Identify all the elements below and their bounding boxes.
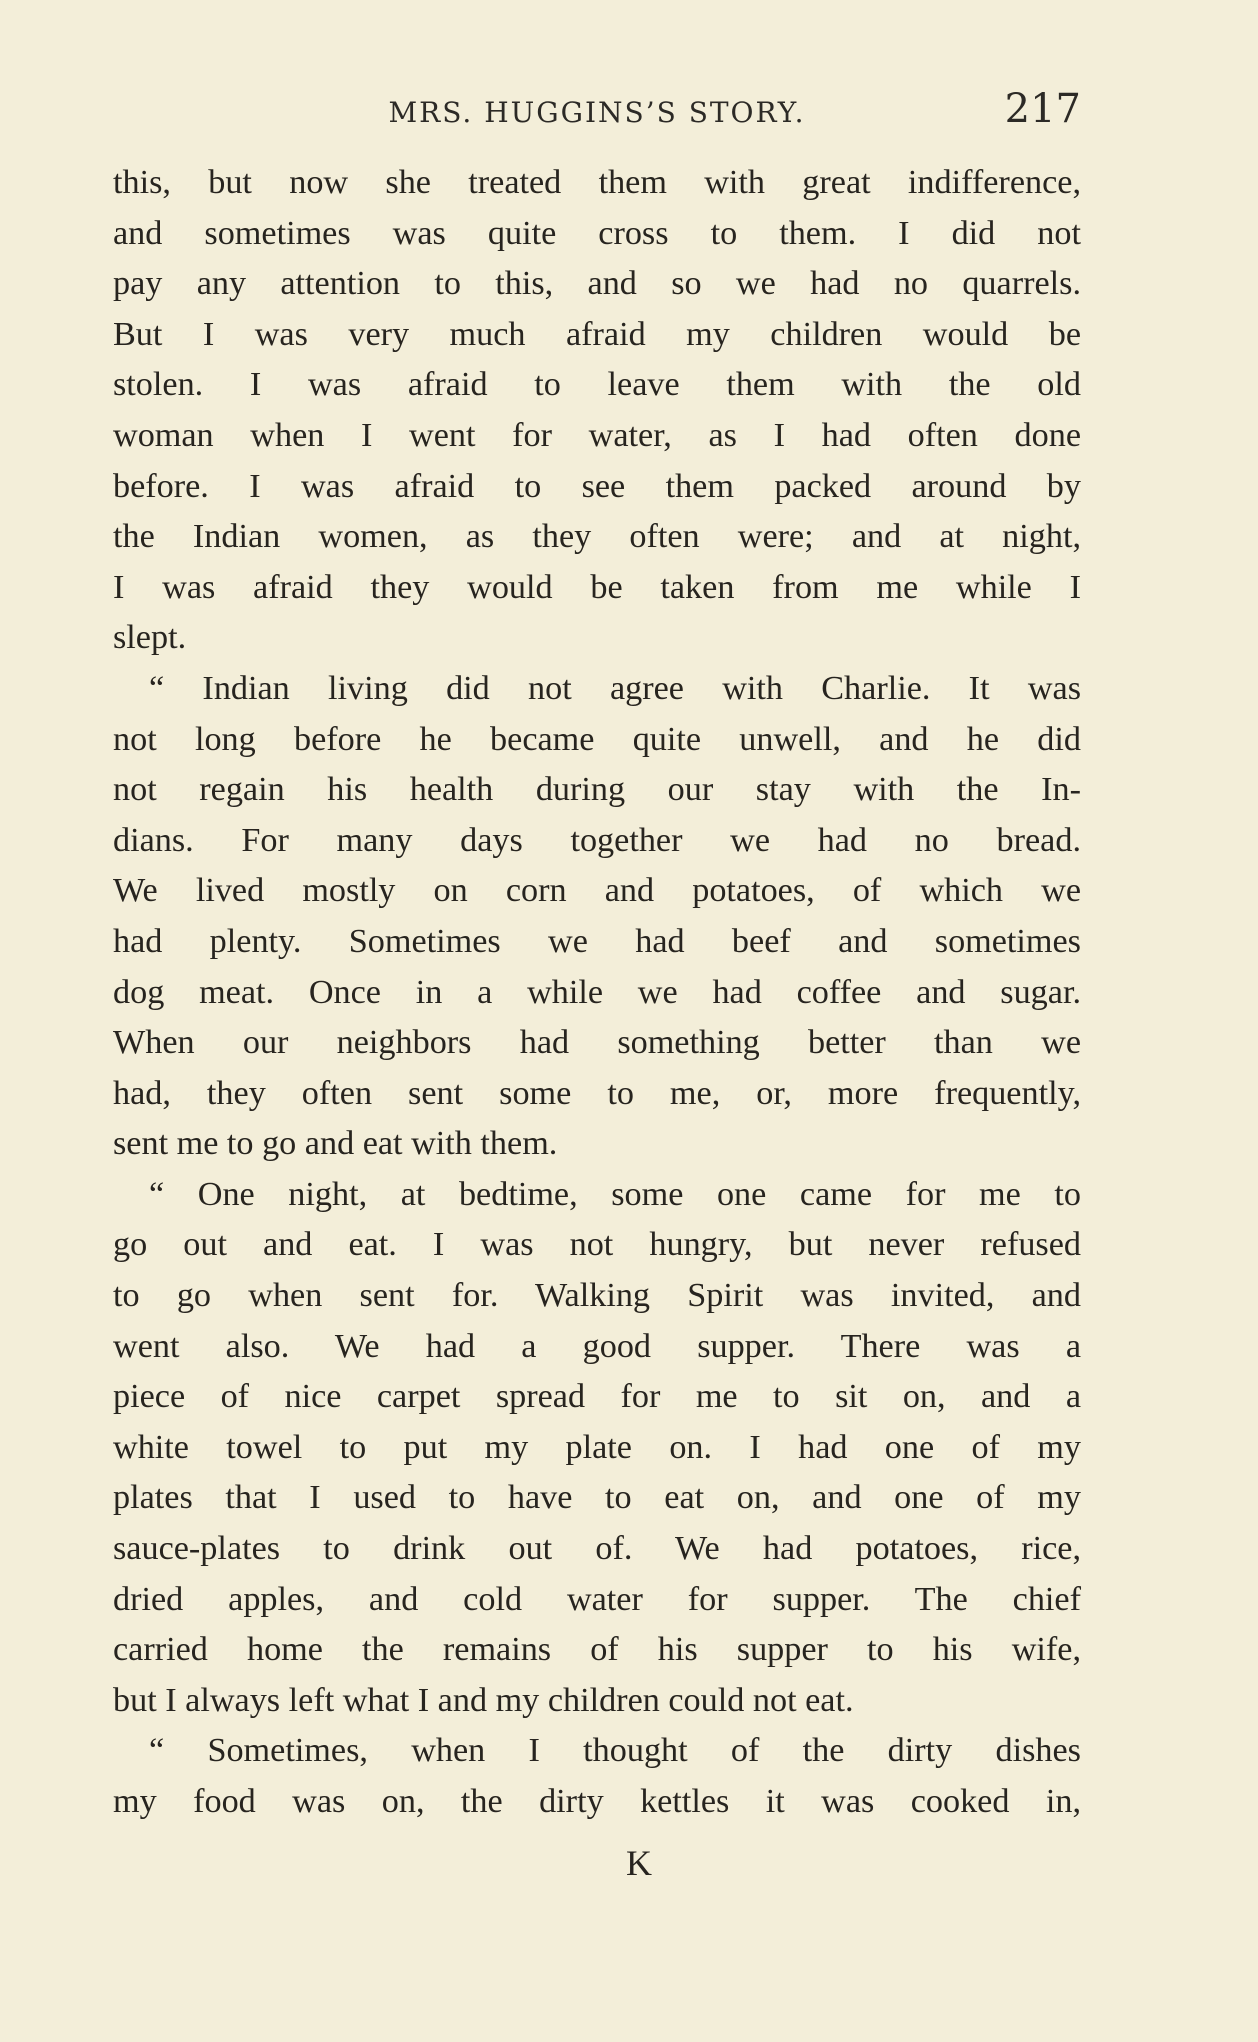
text-line: had plenty. Sometimes we had beef and sometimes [113,922,1081,960]
text-line: I was afraid they would be taken from me while I [113,568,1081,606]
text-line: plates that I used to have to eat on, and one of my [113,1479,1081,1517]
text-line: went also. We had a good supper. There was a [113,1327,1081,1365]
text-line: white towel to put my plate on. I had one of my [113,1428,1081,1466]
text-line: dog meat. Once in a while we had coffee and sugar. [113,973,1081,1011]
text-line: stolen. I was afraid to leave them with the old [113,366,1081,404]
text-line: But I was very much afraid my children would be [113,315,1081,353]
text-line: We lived mostly on corn and potatoes, of which we [113,872,1081,910]
text-line: but I always left what I and my children could not eat. [113,1681,854,1719]
text-line: sauce-plates to drink out of. We had potatoes, rice, [113,1530,1081,1568]
text-line: had, they often sent some to me, or, more frequently, [113,1074,1081,1112]
signature-mark: K [626,1843,652,1883]
text-line: When our neighbors had something better than we [113,1024,1081,1062]
text-line: not regain his health during our stay with the In- [113,771,1081,809]
text-line: carried home the remains of his supper to his wife, [113,1631,1081,1669]
text-line: piece of nice carpet spread for me to sit on, and a [113,1378,1081,1416]
text-line: woman when I went for water, as I had often done [113,416,1081,454]
text-line: sent me to go and eat with them. [113,1125,558,1163]
text-line: “ Sometimes, when I thought of the dirty dishes [149,1732,1081,1770]
page-number: 217 [1004,86,1081,132]
text-line: not long before he became quite unwell, and he did [113,720,1081,758]
text-line: and sometimes was quite cross to them. I did not [113,214,1081,252]
text-line: “ Indian living did not agree with Charlie. It was [149,669,1081,707]
running-head [113,86,1081,142]
text-line: go out and eat. I was not hungry, but never refused [113,1226,1081,1264]
text-line: dried apples, and cold water for supper. The chief [113,1580,1081,1618]
text-line: to go when sent for. Walking Spirit was invited, and [113,1277,1081,1315]
text-line: the Indian women, as they often were; and at night, [113,518,1081,556]
text-line: this, but now she treated them with great indifference, [113,164,1081,201]
text-line: dians. For many days together we had no bread. [113,821,1081,859]
text-line: my food was on, the dirty kettles it was cooked in, [113,1783,1081,1820]
text-line: “ One night, at bedtime, some one came for me to [149,1175,1081,1213]
text-line: slept. [113,619,187,657]
text-line: pay any attention to this, and so we had no quarrels. [113,265,1081,303]
running-title: MRS. HUGGINS’S STORY. [388,96,806,129]
body-text [113,158,1081,1828]
text-line: before. I was afraid to see them packed around by [113,467,1081,505]
